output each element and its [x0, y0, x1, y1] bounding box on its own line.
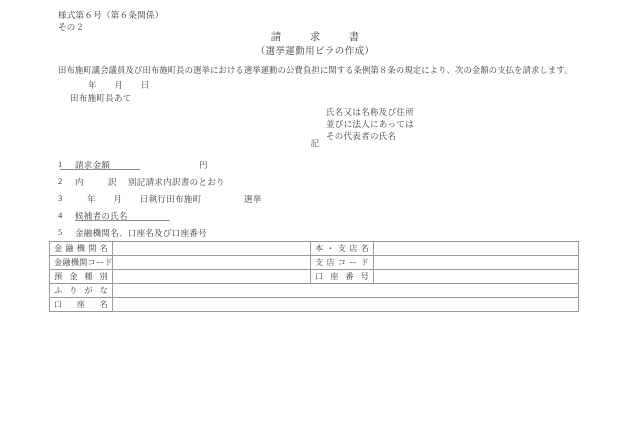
input-account-kana[interactable] — [113, 284, 579, 298]
item-number: 4 — [58, 210, 63, 220]
signature-line-3: その代表者の氏名 — [326, 131, 397, 142]
item-label: 候補者の氏名 — [75, 211, 128, 221]
signature-line-2: 並びに法人にあっては — [326, 119, 414, 130]
item-request-amount — [58, 159, 358, 172]
election-label: 選挙 — [244, 194, 262, 204]
item-number: 5 — [58, 227, 63, 237]
breakdown-value: 別記請求内訳書のとおり — [128, 177, 225, 187]
table-row — [50, 256, 579, 270]
item-breakdown — [58, 176, 358, 189]
item-candidate-name — [58, 210, 358, 223]
amount-unit: 円 — [199, 160, 208, 170]
signature-line-1: 氏名又は名称及び住所 — [326, 107, 415, 117]
page-title: 請 求 書 — [270, 32, 369, 43]
item-label: 金融機関名、口座名及び口座番号 — [75, 228, 208, 238]
input-branch-code[interactable] — [374, 256, 579, 270]
form-subnumber: その２ — [58, 22, 85, 32]
addressee-line: 田布施町長あて — [70, 93, 132, 103]
label-account-number: 口座番号 — [311, 270, 374, 284]
bank-table-body — [50, 242, 579, 312]
item-election-date — [58, 193, 388, 206]
item-number: 3 — [58, 193, 63, 203]
table-row — [50, 270, 579, 284]
label-account-name: 口座名 — [50, 298, 113, 312]
item-label: 請求金額 — [75, 160, 111, 170]
form-number: 様式第６号（第６条関係） — [58, 10, 164, 20]
input-branch-name[interactable] — [374, 242, 579, 256]
candidate-name-input[interactable] — [75, 220, 170, 221]
request-amount-input[interactable] — [60, 169, 140, 170]
input-bank-name[interactable] — [113, 242, 311, 256]
ki-marker: 記 — [310, 138, 320, 148]
label-bank-code: 金融機関コード — [50, 256, 113, 270]
label-branch-name: 本・支店名 — [311, 242, 374, 256]
date-line: 年 月 日 — [88, 80, 150, 90]
bank-account-table — [49, 241, 579, 312]
election-date-text: 年 月 日執行田布施町 — [87, 194, 202, 204]
label-bank-name: 金融機関名 — [50, 242, 113, 256]
table-row — [50, 298, 579, 312]
item-bank-info — [58, 227, 358, 240]
intro-paragraph: 田布施町議会議員及び田布施町長の選挙における選挙運動の公費負担に関する条例第８条の規定により、次の金額の支払を請求します。 — [58, 66, 573, 75]
label-branch-code: 支店コード — [311, 256, 374, 270]
table-row — [50, 284, 579, 298]
item-number: 1 — [58, 159, 63, 169]
item-label: 内 訳 — [75, 177, 125, 187]
input-account-number[interactable] — [374, 270, 579, 284]
input-deposit-type[interactable] — [113, 270, 311, 284]
input-account-name[interactable] — [113, 298, 579, 312]
label-account-kana: ふりがな — [50, 284, 113, 298]
page-subtitle: （選挙運動用ビラの作成） — [255, 47, 375, 57]
label-deposit-type: 預金種別 — [50, 270, 113, 284]
table-row — [50, 242, 579, 256]
item-number: 2 — [58, 176, 63, 186]
input-bank-code[interactable] — [113, 256, 311, 270]
